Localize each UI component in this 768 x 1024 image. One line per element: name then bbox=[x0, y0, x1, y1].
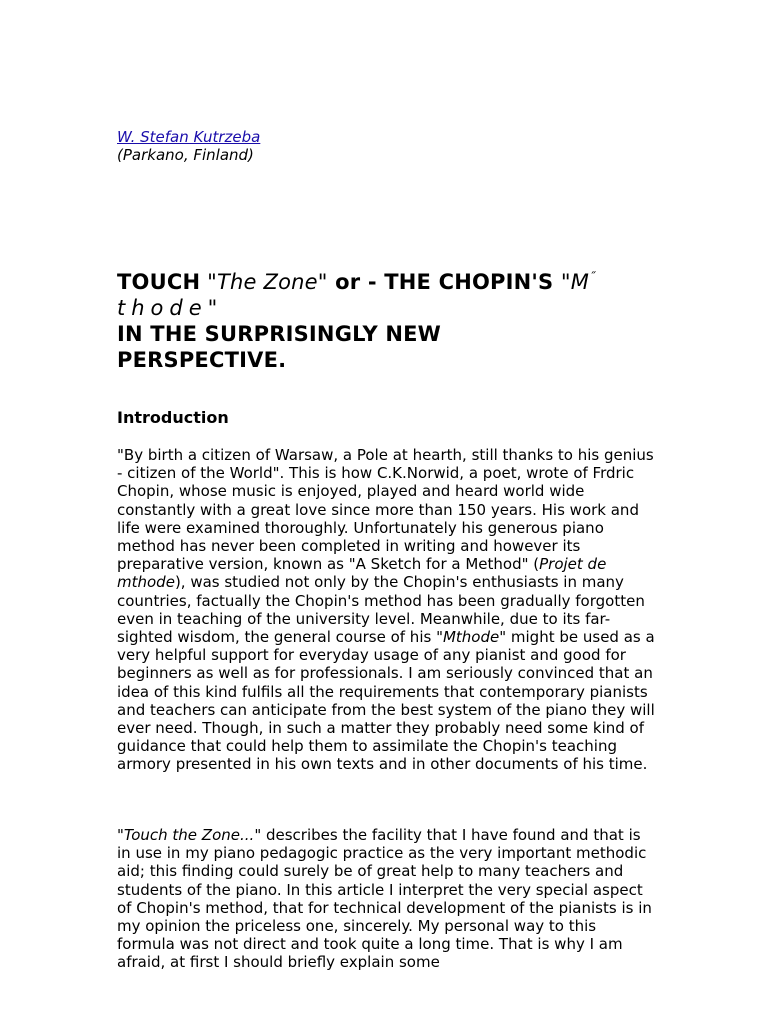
paragraph-1-text-c: " might be used as a very helpful support for everyday usage of any pianist and good for beginners as well as for professionals. I am seriously convinced that an idea of this kind fulfils all the requirements that contemporary pianists and teachers can anticipate from the best system of the piano they will ever need. Though, in such a matter they probably need some kind of guidance that could help them to assimilate the Chopin's teaching armory presented in his own texts and in other documents of his time. bbox=[117, 628, 655, 774]
title-methode-rest: thode bbox=[117, 296, 208, 320]
article-title bbox=[117, 264, 657, 373]
title-quote: " bbox=[200, 270, 217, 294]
paragraph-1-italic-methode: Mthode bbox=[442, 628, 500, 647]
paragraph-1-text-a: "By birth a citizen of Warsaw, a Pole at hearth, still thanks to his genius - citizen of the World". This is how C.K.Norwid, a poet, wrote of Frdric Chopin, whose music is enjoyed, played and heard world wide constantly with a great love since more than 150 years. His work and life were examined thoroughly. Unfortunately his generous piano method has never been completed in writing and however its preparative version, known as "A Sketch for a Method" ( bbox=[117, 446, 654, 574]
title-the-zone: The Zone bbox=[216, 270, 318, 294]
title-quote: " bbox=[207, 296, 218, 320]
paragraph-1-italic-projet: Projet de mthode bbox=[117, 555, 607, 592]
title-chopins: or - THE CHOPIN'S bbox=[327, 270, 561, 294]
title-quote: " bbox=[317, 270, 328, 294]
author-block bbox=[117, 128, 260, 164]
paragraph-2-text: " describes the facility that I have found and that is in use in my piano pedagogic practice as the very important methodic aid; this finding could surely be of great help to many teachers and students of the piano. In this article I interpret the very special aspect of Chopin's method, that for technical development of the pianists is in my opinion the priceless one, sincerely. My personal way to this formula was not direct and took quite a long time. That is why I am afraid, at first I should briefly explain some bbox=[117, 826, 652, 972]
author-link[interactable]: W. Stefan Kutrzeba bbox=[117, 128, 261, 146]
introduction-heading: Introduction bbox=[117, 408, 229, 427]
title-methode-m: M bbox=[570, 270, 590, 294]
title-accent-mark: ˝ bbox=[589, 270, 596, 284]
paragraph-1-text-b: ), was studied not only by the Chopin's enthusiasts in many countries, factually the Chopin's method has been gradually forgotten even in teaching of the university level. Meanwhile, due to its far-sighted wisdom, the general course of his " bbox=[117, 573, 645, 647]
title-line-3: PERSPECTIVE. bbox=[117, 348, 287, 372]
paragraph-2 bbox=[117, 826, 657, 972]
paragraph-2-italic-touch: Touch the Zone... bbox=[123, 826, 255, 844]
author-location: (Parkano, Finland) bbox=[117, 146, 254, 164]
paragraph-1 bbox=[117, 446, 657, 774]
paragraph-2-quote: " bbox=[117, 826, 124, 844]
title-line-2: IN THE SURPRISINGLY NEW bbox=[117, 322, 442, 346]
title-word-touch: TOUCH bbox=[117, 270, 201, 294]
title-quote: " bbox=[560, 270, 571, 294]
